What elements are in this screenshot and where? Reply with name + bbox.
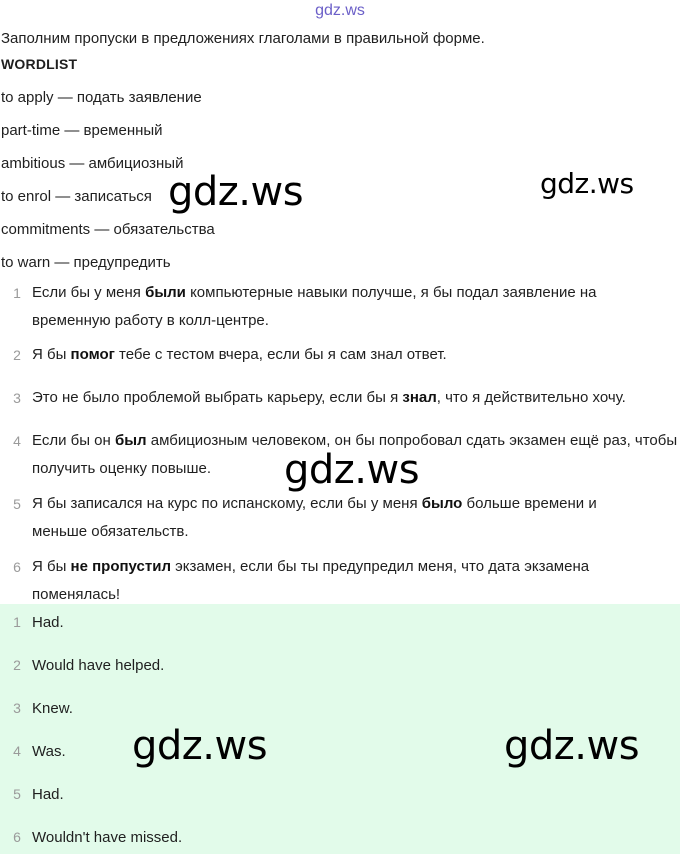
sentence-text: тебе с тестом вчера, если бы я сам знал ответ.	[114, 346, 447, 363]
sentence-answer-word: помог	[70, 346, 115, 363]
sentence-text: Это не было проблемой выбрать карьеру, если бы я	[32, 389, 403, 406]
answer-number: 1	[13, 614, 21, 630]
watermark: gdz.ws	[540, 167, 634, 200]
answer-text: Was.	[32, 743, 66, 760]
sentence-number: 3	[13, 390, 21, 406]
answer-number: 5	[13, 786, 21, 802]
sentence-answer-word: были	[145, 284, 186, 301]
sentence-text: Я бы	[32, 558, 71, 575]
watermark: gdz.ws	[132, 723, 268, 769]
sentence-text: Я бы записался на курс по испанскому, если бы у меня	[32, 495, 422, 512]
answer-number: 3	[13, 700, 21, 716]
sentence-text: , что я действительно хочу.	[436, 389, 626, 406]
sentence-text: больше времени и меньше обязательств.	[32, 495, 597, 540]
answer-number: 2	[13, 657, 21, 673]
sentence-item	[24, 553, 642, 609]
sentence-text: компьютерные навыки получше, я бы подал заявление на временную работу в колл-центре.	[32, 284, 597, 329]
answer-number: 6	[13, 829, 21, 845]
wordlist-item: part-time — временный	[1, 122, 163, 139]
sentence-number: 4	[13, 433, 21, 449]
sentence-item	[24, 490, 652, 546]
sentence-text: Я бы	[32, 346, 71, 363]
watermark: gdz.ws	[168, 169, 304, 215]
sentence-text: Если бы он	[32, 432, 115, 449]
answer-number: 4	[13, 743, 21, 759]
sentence-item	[24, 279, 652, 335]
sentence-number: 2	[13, 347, 21, 363]
sentence-item	[24, 341, 680, 369]
sentence-text: экзамен, если бы ты предупредил меня, что дата экзамена поменялась!	[32, 558, 590, 603]
sentence-text: амбициозным человеком, он бы попробовал сдать экзамен ещё раз, чтобы получить оценку повыше.	[32, 432, 678, 477]
answer-text: Had.	[32, 786, 64, 803]
sentence-item	[24, 384, 680, 412]
sentence-answer-word: было	[421, 495, 463, 512]
sentence-answer-word: знал	[402, 389, 437, 406]
wordlist-title: WORDLIST	[1, 56, 78, 72]
wordlist-item: to warn — предупредить	[1, 254, 171, 271]
wordlist-item: ambitious — амбициозный	[1, 155, 184, 172]
answer-text: Knew.	[32, 700, 73, 717]
sentence-answer-word: был	[114, 432, 147, 449]
answer-text: Would have helped.	[32, 657, 165, 674]
top-watermark: gdz.ws	[315, 2, 365, 19]
task-instruction: Заполним пропуски в предложениях глаголами в правильной форме.	[1, 30, 485, 47]
sentence-answer-word: не пропустил	[70, 558, 171, 575]
watermark: gdz.ws	[284, 447, 420, 493]
sentence-text: Если бы у меня	[32, 284, 146, 301]
answer-text: Wouldn't have missed.	[32, 829, 183, 846]
answer-text: Had.	[32, 614, 64, 631]
sentence-number: 6	[13, 559, 21, 575]
wordlist-item: commitments — обязательства	[1, 221, 215, 238]
sentence-number: 5	[13, 496, 21, 512]
wordlist-item: to enrol — записаться	[1, 188, 152, 205]
wordlist-item: to apply — подать заявление	[1, 89, 202, 106]
watermark: gdz.ws	[504, 723, 640, 769]
sentence-number: 1	[13, 285, 21, 301]
